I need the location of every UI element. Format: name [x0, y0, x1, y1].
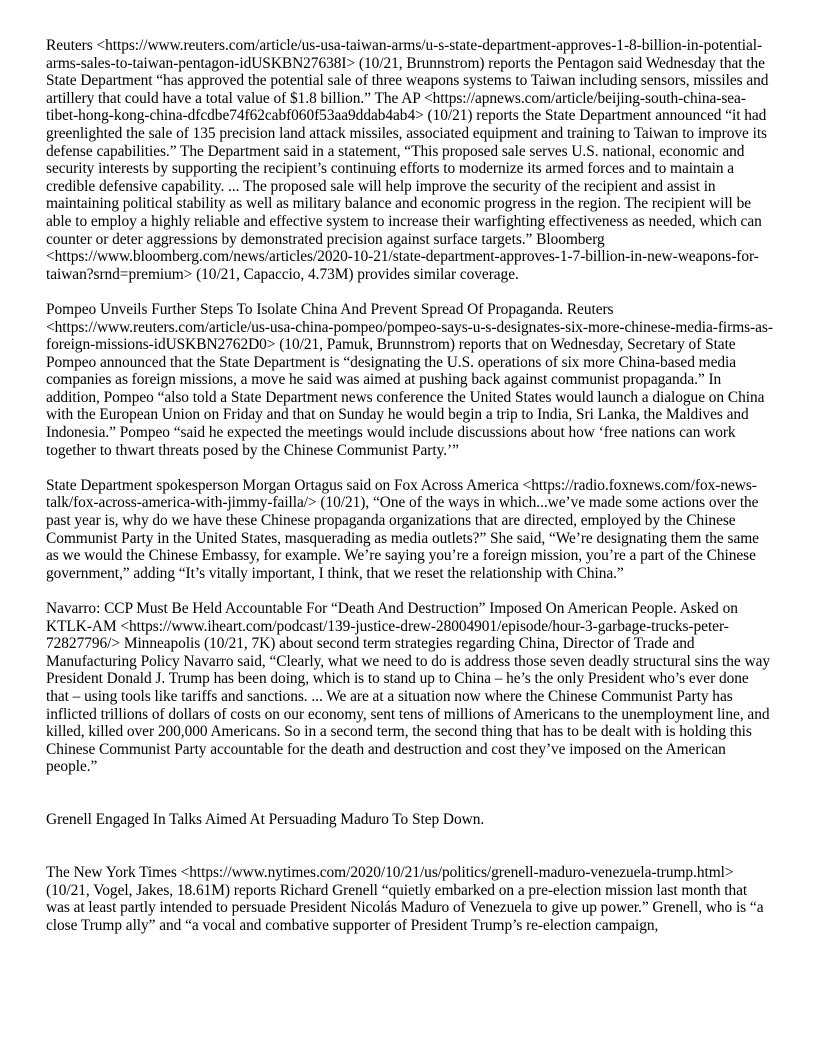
paragraph-navarro-ccp: Navarro: CCP Must Be Held Accountable For “Death And Destruction” Imposed On American People. Asked on KTLK-AM <https://www.iheart.com/podcast/139-justice-drew-28004901/episode/hour-3-garbage-trucks-peter-72827796/> Minneapolis (10/21, 7K) about second term strategies regarding China, Director of Trade and Manufacturing Policy Navarro said, “Clearly, what we need to do is address those seven deadly structural sins the way President Donald J. Trump has been doing, which is to stand up to China – he’s the only President who’s ever done that – using tools like tariffs and sanctions. ... We are at a situation now where the Chinese Communist Party has inflicted trillions of dollars of costs on our economy, sent tens of millions of Americans to the unemployment line, and killed, killed over 200,000 Americans. So in a second term, the second thing that has to be dealt with is holding this Chinese Communist Party accountable for the death and destruction and cost they’ve imposed on the American people.”	[46, 600, 771, 776]
paragraph-pompeo-china-media: Pompeo Unveils Further Steps To Isolate China And Prevent Spread Of Propaganda. Reuters <https://www.reuters.com/article/us-usa-china-pompeo/pompeo-says-u-s-designates-six-more-chinese-media-firms-as-foreign-missions-idUSKBN2762D0> (10/21, Pamuk, Brunnstrom) reports that on Wednesday, Secretary of State Pompeo announced that the State Department is “designating the U.S. operations of six more China-based media companies as foreign missions, a move he said was aimed at pushing back against communist propaganda.” In addition, Pompeo “also told a State Department news conference the United States would launch a dialogue on China with the European Union on Friday and that on Sunday he would begin a trip to India, Sri Lanka, the Maldives and Indonesia.” Pompeo “said he expected the meetings would include discussions about how ‘free nations can work together to thwart threats posed by the Chinese Communist Party.’”	[46, 300, 773, 459]
paragraph-nyt-grenell: The New York Times <https://www.nytimes.com/2020/10/21/us/politics/grenell-maduro-venezuela-trump.html> (10/21, Vogel, Jakes, 18.61M) reports Richard Grenell “quietly embarked on a pre-election mission last month that was at least partly intended to persuade President Nicolás Maduro of Venezuela to give up power.” Grenell, who is “a close Trump ally” and “a vocal and combative supporter of President Trump’s re-election campaign,	[46, 863, 764, 934]
paragraph-taiwan-arms-sale: Reuters <https://www.reuters.com/article/us-usa-taiwan-arms/u-s-state-department-approves-1-8-billion-in-potential-arms-sales-to-taiwan-pentagon-idUSKBN27638I> (10/21, Brunnstrom) reports the Pentagon said Wednesday that the State Department “has approved the potential sale of three weapons systems to Taiwan including sensors, missiles and artillery that could have a total value of $1.8 billion.” The AP <https://apnews.com/article/beijing-south-china-sea-tibet-hong-kong-china-dfcdbe74f62cabf060f53aa9ddab4ab4> (10/21) reports the State Department announced “it had greenlighted the sale of 135 precision land attack missiles, associated equipment and training to Taiwan to improve its defense capabilities.” The Department said in a statement, “This proposed sale serves U.S. national, economic and security interests by supporting the recipient’s continuing efforts to modernize its armed forces and to maintain a credible defensive capability. ... The proposed sale will help improve the security of the recipient and assist in maintaining political stability as well as military balance and economic progress in the region. The recipient will be able to employ a highly reliable and effective system to increase their warfighting effectiveness as needed, which can counter or deter aggressions by demonstrated precision against surface targets.” Bloomberg <https://www.bloomberg.com/news/articles/2020-10-21/state-department-approves-1-7-billion-in-new-weapons-for-taiwan?srnd=premium> (10/21, Capaccio, 4.73M) provides similar coverage.	[46, 37, 769, 283]
document-page	[46, 37, 774, 952]
spacer	[46, 794, 774, 812]
paragraph-grenell-headline: Grenell Engaged In Talks Aimed At Persuading Maduro To Step Down.	[46, 811, 485, 829]
paragraph-ortagus-fox: State Department spokesperson Morgan Ortagus said on Fox Across America <https://radio.foxnews.com/fox-news-talk/fox-across-america-with-jimmy-failla/> (10/21), “One of the ways in which...we’ve made some actions over the past year is, why do we have these Chinese propaganda organizations that are directed, employed by the Chinese Communist Party in the United States, masquerading as media outlets?” She said, “We’re designating them the same as we would the Chinese Embassy, for example. We’re saying you’re a foreign mission, you’re a part of the Chinese government,” adding “It’s vitally important, I think, that we reset the relationship with China.”	[46, 476, 759, 582]
spacer	[46, 846, 774, 864]
